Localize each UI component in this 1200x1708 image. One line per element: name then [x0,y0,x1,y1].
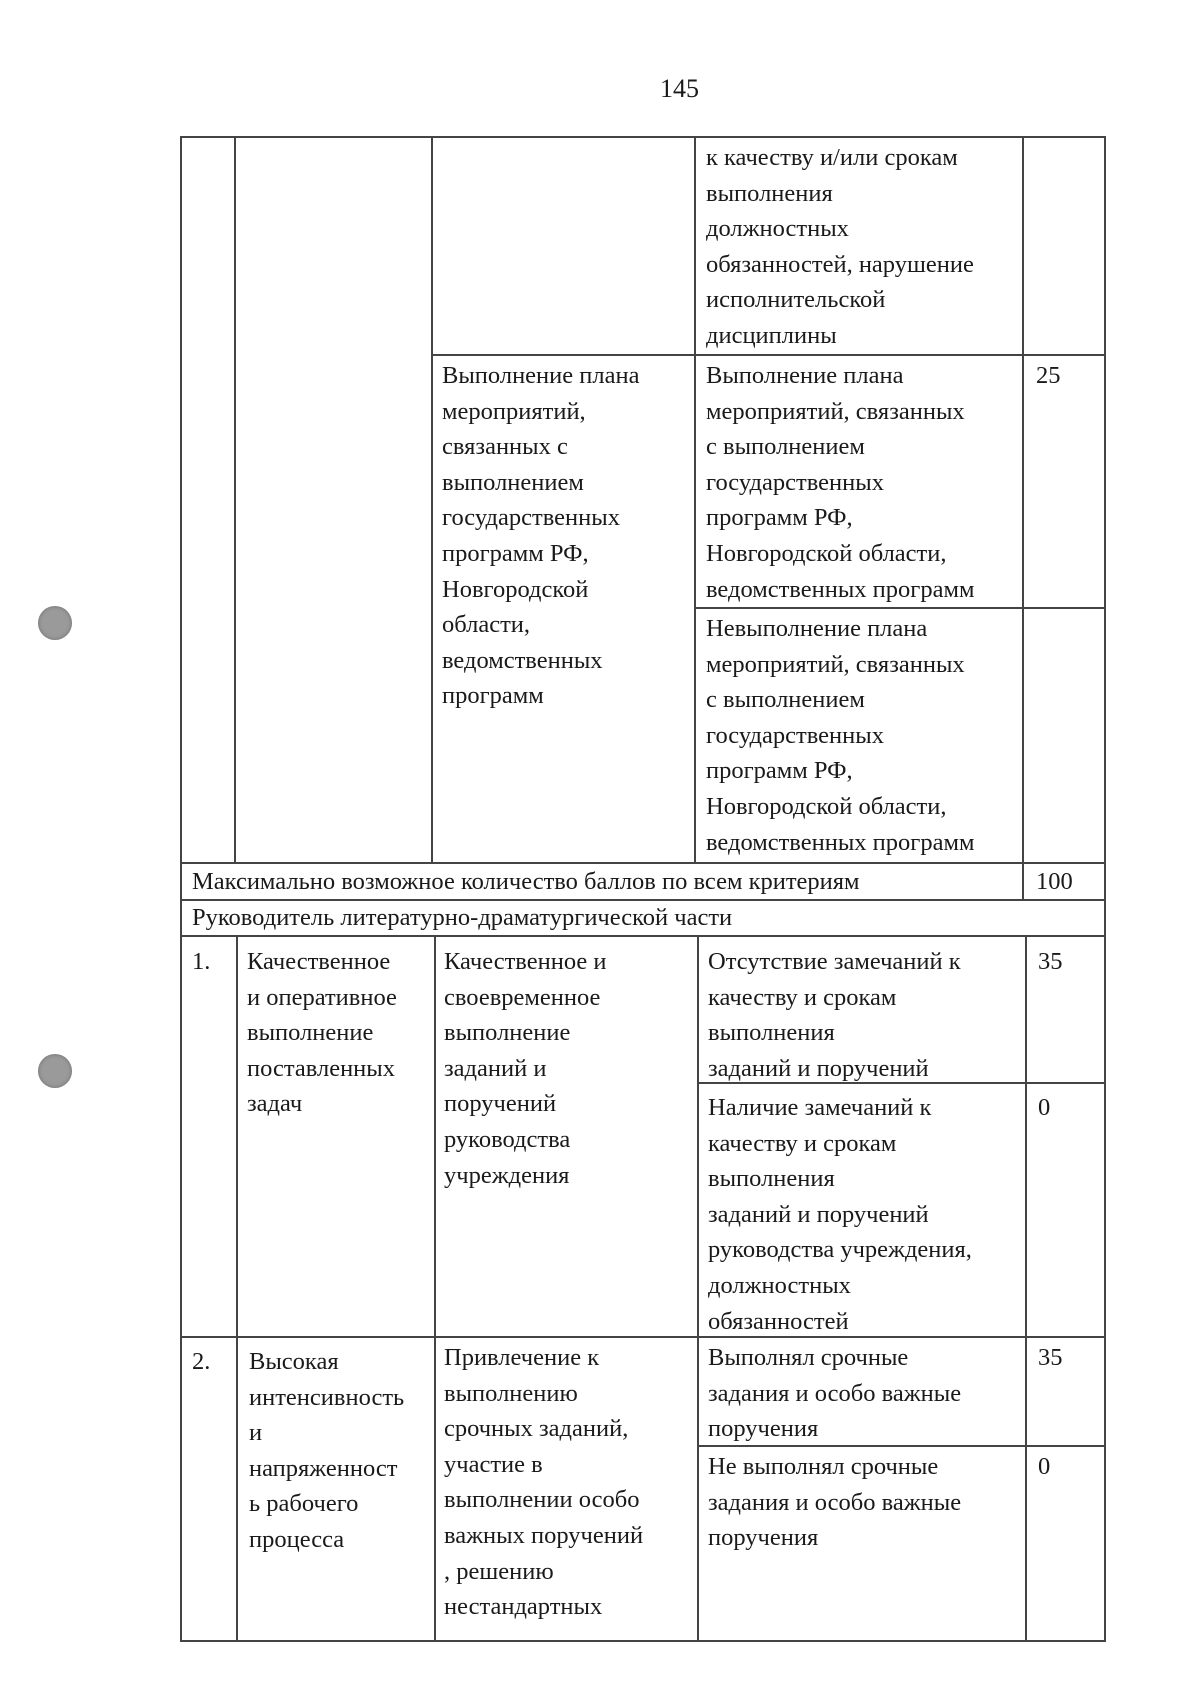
row-line-plan-mid [694,607,1104,609]
criterion-cell-plan: Выполнение плана мероприятий, связанных с выполнением государственных программ РФ, Новгородской области, ведомственных программ [442,362,640,710]
max-score-label: Максимально возможное количество баллов по всем критериям [192,868,860,895]
row-2-criterion: Привлечение к выполнению срочных заданий, участие в выполнении особо важных поручений , решению нестандартных [444,1344,644,1621]
row-1-criterion: Качественное и своевременное выполнение заданий и поручений руководства учреждения [444,948,607,1189]
punch-hole-top [38,606,72,640]
col-divider-3b [697,937,699,1641]
page-number: 145 [660,74,699,103]
punch-hole-bottom [38,1054,72,1088]
col-divider-4 [1022,136,1024,901]
row-1-indicator-1: Отсутствие замечаний к качеству и срокам выполнения заданий и поручений [708,948,961,1082]
max-score-value: 100 [1036,868,1073,895]
row-line-plan-top [431,354,1104,356]
row-1-score-2: 0 [1038,1094,1051,1121]
score-cell-plan-done: 25 [1036,362,1061,389]
table-right-border [1104,136,1106,1642]
row-2-indicator-1: Выполнял срочные задания и особо важные поручения [708,1344,962,1443]
indicator-cell-plan-notdone: Невыполнение плана мероприятий, связанных с выполнением государственных программ РФ, Новгородской области, ведомственных программ [706,615,975,856]
col-divider-1b [236,937,238,1641]
indicator-cell-plan-done: Выполнение плана мероприятий, связанных с выполнением государственных программ РФ, Новгородской области, ведомственных программ [706,362,975,603]
row-2-number: 2. [192,1348,211,1375]
row-1-name: Качественное и оперативное выполнение поставленных задач [247,948,397,1118]
table-left-border [180,136,182,1642]
row-2-score-1: 35 [1038,1344,1063,1371]
row-2-score-2: 0 [1038,1453,1051,1480]
table-bottom-border [182,1640,1104,1642]
col-divider-1 [234,136,236,864]
row-1-number: 1. [192,948,211,975]
row-2-indicator-2: Не выполнял срочные задания и особо важные поручения [708,1453,962,1552]
col-divider-3 [694,136,696,864]
row-1-indicator-2: Наличие замечаний к качеству и срокам выполнения заданий и поручений руководства учреждения, должностных обязанностей [708,1094,972,1335]
indicator-cell-continued: к качеству и/или срокам выполнения должностных обязанностей, нарушение исполнительской дисциплины [706,144,974,349]
section-title: Руководитель литературно-драматургической части [192,904,733,931]
col-divider-2 [431,136,433,864]
row-1-score-1: 35 [1038,948,1063,975]
table-top-border [180,136,1106,138]
score-cell-plan-notdone [1036,611,1096,647]
col-divider-4b [1025,937,1027,1641]
row-2-name: Высокая интенсивность и напряженност ь рабочего процесса [249,1348,405,1553]
